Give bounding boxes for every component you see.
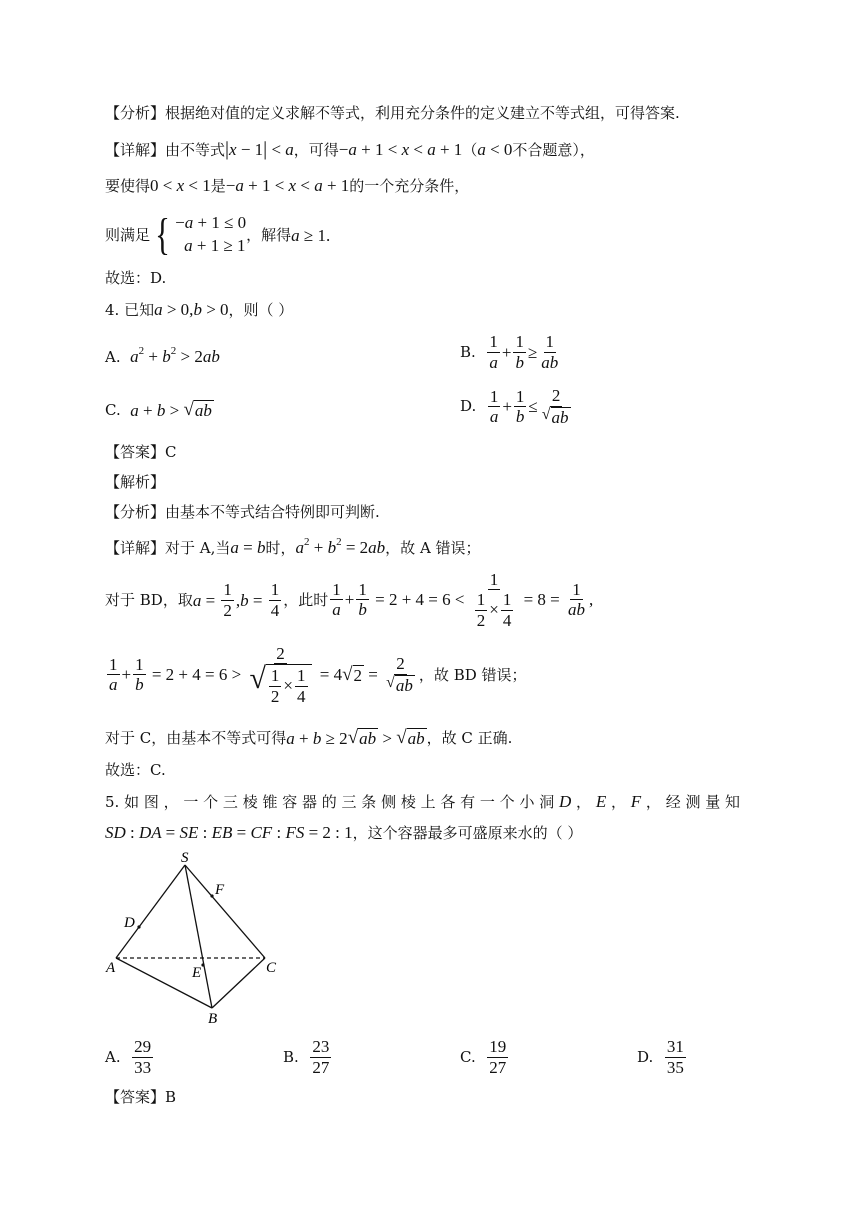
answer-5: 【答案】B <box>105 1088 177 1106</box>
detail-4-bd-2: $\frac{1}{a}$ + $\frac{1}{b}$ = 2 + 4 = 6 > 2 √ $\frac{1}{2}$ × $\frac{1}{4}$ = 4 √ 2 = 2 √ ab ，故 BD 错误； <box>109 643 527 706</box>
inequality-system: −a + 1 ≤ 0 a + 1 ≥ 1 <box>175 213 247 255</box>
edge-sb <box>185 865 212 1008</box>
label-s: S <box>181 850 189 866</box>
label-c: C <box>266 960 277 976</box>
analysis-line: 【分析】根据绝对值的定义求解不等式，利用充分条件的定义建立不等式组，可得答案. <box>105 104 680 122</box>
point-f <box>210 894 213 897</box>
system-line: 则满足 { −a + 1 ≤ 0 a + 1 ≥ 1 ，解得 a ≥ 1 . <box>105 210 331 259</box>
option-5-a: A. $\frac{29}{33}$ <box>105 1037 152 1077</box>
option-a: A. $a^2 + b^2 > 2ab$ <box>105 345 220 366</box>
label-a: A <box>106 960 116 976</box>
solution-heading-4: 【解析】 <box>105 473 166 491</box>
question-5-line-2: SD : DA = SE : EB = CF : FS = 2 : 1，这个容器最多可盛原来水的（ ） <box>105 823 583 842</box>
left-brace: { <box>155 210 170 259</box>
detail-line: 【详解】由不等式|x − 1| < a，可得−a + 1 < x < a + 1（a < 0不合题意）， <box>105 138 595 160</box>
detail-4-bd-1: 对于 BD，取 a = $\frac{1}{2}$ , b = $\frac{1}{4}$ ，此时 $\frac{1}{a}$ + $\frac{1}{b}$ = 2 + 4 = 6 < 1 $\frac{1}{2}$ × $\frac{1}{4}$ = 8 = $\frac{1}{ab}$ , <box>105 569 594 630</box>
answer-4: 【答案】C <box>105 443 177 461</box>
question-5-line-1: 5. 如 图 ， 一 个 三 棱 锥 容 器 的 三 条 侧 棱 上 各 有 一 个 小 洞 D ， E ， F ， 经 测 量 知 <box>105 792 741 811</box>
option-d: D. $\frac{1}{a}$ + $\frac{1}{b}$ ≤ 2 √ ab <box>460 386 569 428</box>
point-d <box>137 925 140 928</box>
solution-range: −a + 1 < x < a + 1 <box>338 140 463 159</box>
analysis-4: 【分析】由基本不等式结合特例即可判断. <box>105 503 380 521</box>
edge-sa <box>116 865 185 958</box>
pyramid-figure <box>100 848 300 1028</box>
option-5-b: B. $\frac{23}{27}$ <box>283 1037 330 1077</box>
label-f: F <box>215 882 225 898</box>
label-e: E <box>192 965 202 981</box>
edge-bc <box>212 958 265 1008</box>
question-4: 4. 已知a > 0,b > 0，则（ ） <box>105 300 294 319</box>
abs-inequality: |x − 1| < a <box>225 138 294 160</box>
option-5-c: C. $\frac{19}{27}$ <box>460 1037 507 1077</box>
detail-4-a: 【详解】对于 A,当a = b时，$a^2 + b^2 = 2ab$，故 A 错误； <box>105 536 481 557</box>
point-e <box>201 963 204 966</box>
option-c: C. a + b > √ ab <box>105 399 212 420</box>
condition-line: 要使得0 < x < 1是−a + 1 < x < a + 1的一个充分条件， <box>105 176 470 195</box>
detail-4-c: 对于 C，由基本不等式可得 a + b ≥ 2 √ ab > √ ab ，故 C 正确. <box>105 727 513 748</box>
label-d: D <box>124 915 135 931</box>
option-b: B. $\frac{1}{a}$ + $\frac{1}{b}$ ≥ $\frac{1}{ab}$ <box>460 332 559 372</box>
choice-line: 故选：D. <box>105 269 167 287</box>
choice-4: 故选：C. <box>105 761 166 779</box>
option-5-d: D. $\frac{31}{35}$ <box>637 1037 684 1077</box>
label-b: B <box>208 1011 218 1027</box>
edge-sc <box>185 865 265 958</box>
